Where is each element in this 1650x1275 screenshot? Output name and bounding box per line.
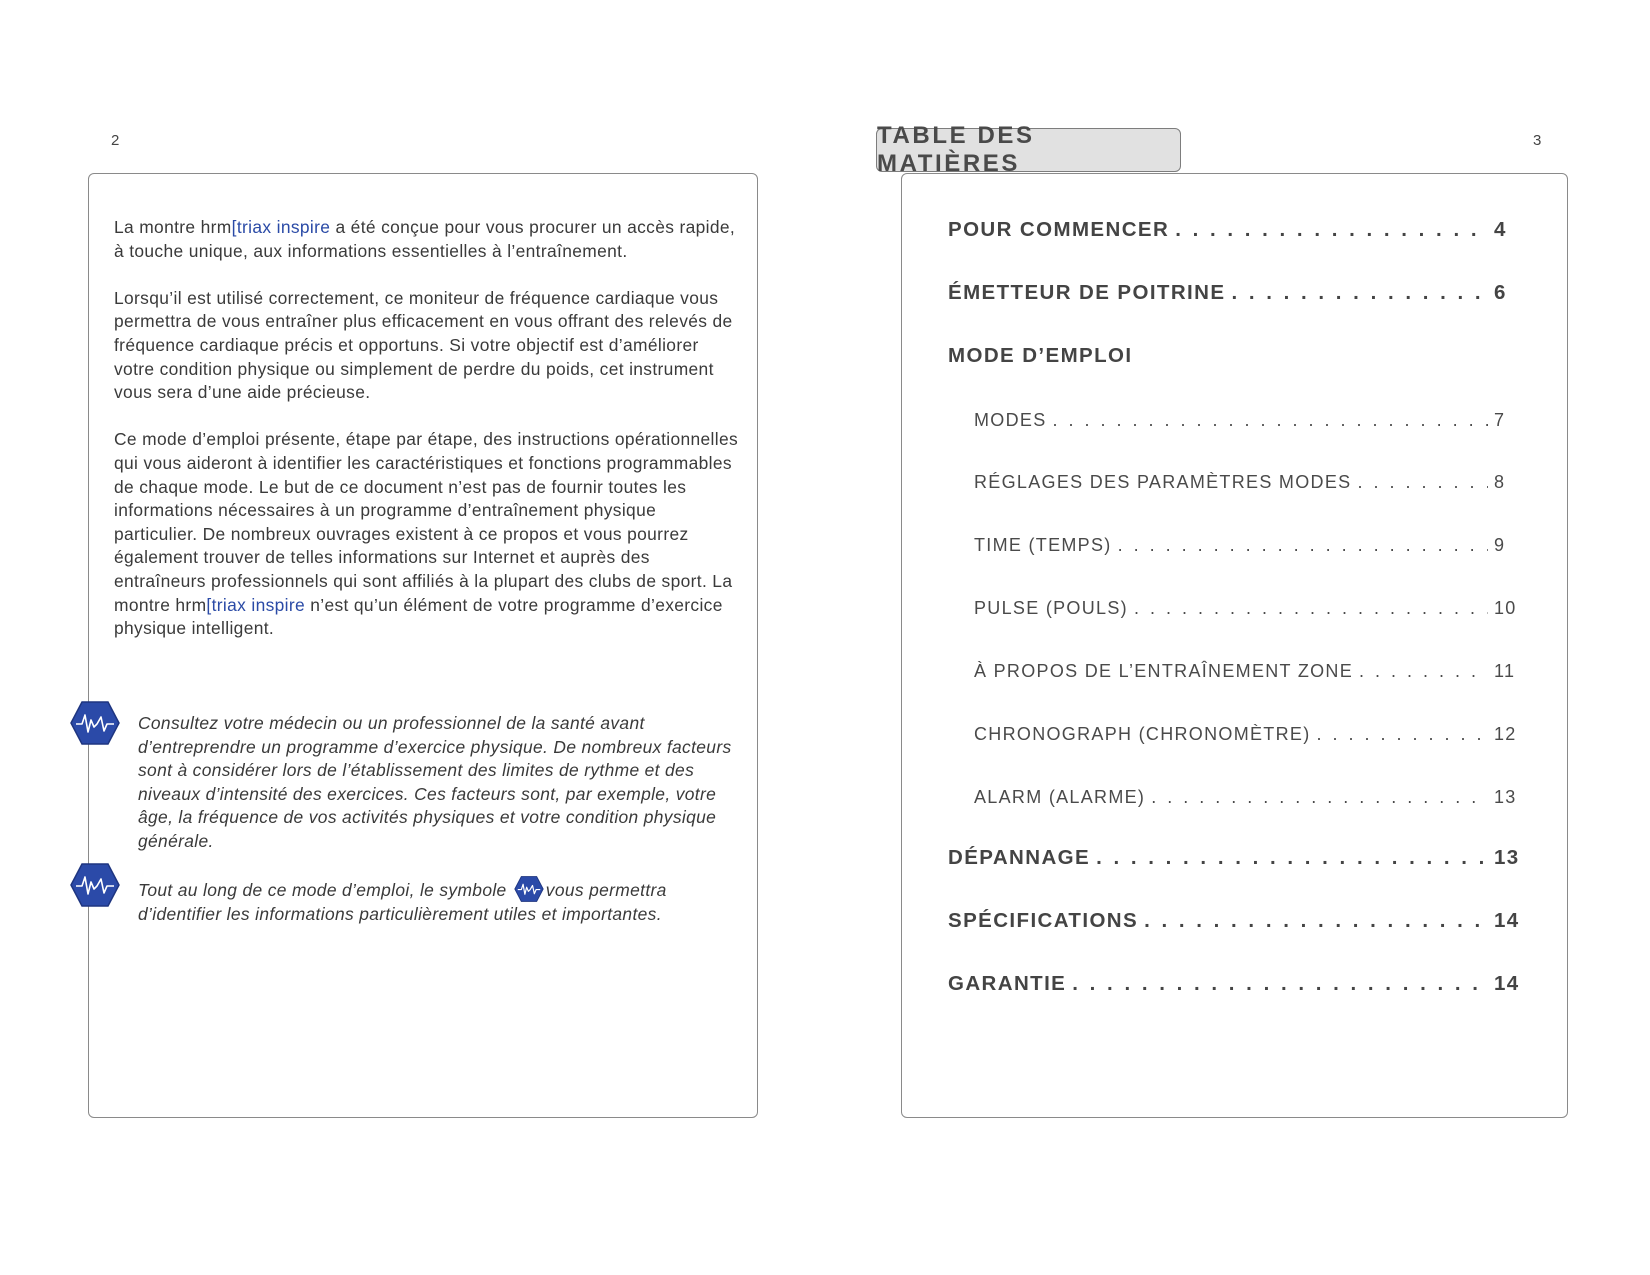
toc-entry-label: MODES bbox=[974, 410, 1047, 430]
toc-leader-dots bbox=[1144, 909, 1488, 933]
toc-entry-page: 6 bbox=[1494, 281, 1507, 304]
toc-entry[interactable] bbox=[948, 909, 1520, 933]
toc-entry-label: GARANTIE bbox=[948, 972, 1067, 995]
toc-entry-page: 13 bbox=[1494, 846, 1520, 869]
toc-entry[interactable] bbox=[948, 972, 1520, 996]
toc-entry-page: 13 bbox=[1494, 787, 1517, 807]
toc-entry-label: SPÉCIFICATIONS bbox=[948, 909, 1139, 932]
toc-entry[interactable] bbox=[948, 218, 1520, 242]
toc-sub-entry[interactable] bbox=[974, 598, 1520, 619]
toc-entry-label: ÉMETTEUR DE POITRINE bbox=[948, 281, 1226, 304]
toc-leader-dots bbox=[1134, 598, 1488, 619]
toc-entry-label: ALARM (ALARME) bbox=[974, 787, 1146, 807]
page-number-left: 2 bbox=[111, 132, 120, 149]
heartbeat-hexagon-icon bbox=[70, 701, 120, 745]
heartbeat-hexagon-icon bbox=[70, 863, 120, 907]
toc-leader-dots bbox=[1357, 472, 1488, 493]
intro-paragraph-3 bbox=[114, 428, 742, 640]
toc-sub-entry[interactable] bbox=[974, 661, 1520, 682]
toc-entry-page: 9 bbox=[1494, 535, 1506, 555]
toc-entry-page: 14 bbox=[1494, 909, 1520, 932]
toc-entry-page: 11 bbox=[1494, 661, 1516, 681]
toc-leader-dots bbox=[1317, 724, 1489, 745]
medical-warning-note: Consultez votre médecin ou un professionnel de la santé avant d’entreprendre un programme d’exercice physique. De nombreux facteurs sont à considérer lors de l’établissement des limites de rythme et des niveaux d’intensité des exercices. Ces facteurs sont, par exemple, votre âge, la fréquence de vos activités physiques et votre condition physique générale. bbox=[138, 713, 732, 851]
toc-entry-label: POUR COMMENCER bbox=[948, 218, 1170, 241]
note-text: vous permettra d’identifier les informations particulièrement utiles et importantes. bbox=[138, 880, 667, 924]
toc-entry-page: 8 bbox=[1494, 472, 1506, 492]
toc-leader-dots bbox=[1175, 218, 1488, 242]
toc-entry-page: 7 bbox=[1494, 410, 1506, 430]
intro-text bbox=[114, 216, 742, 664]
paragraph-text: La montre hrm bbox=[114, 217, 232, 237]
toc-entry-label: CHRONOGRAPH (CHRONOMÈTRE) bbox=[974, 724, 1311, 744]
toc-sub-entry[interactable] bbox=[974, 724, 1520, 745]
toc-entry-label: TIME (TEMPS) bbox=[974, 535, 1112, 555]
toc-entry-label: PULSE (POULS) bbox=[974, 598, 1128, 618]
heartbeat-hexagon-icon bbox=[514, 876, 544, 902]
toc-leader-dots bbox=[1151, 787, 1488, 808]
toc-leader-dots bbox=[1072, 972, 1488, 996]
toc-entry-label: RÉGLAGES DES PARAMÈTRES MODES bbox=[974, 472, 1352, 492]
toc-entry-label: À PROPOS DE L’ENTRAÎNEMENT ZONE bbox=[974, 661, 1354, 681]
toc-leader-dots bbox=[1053, 410, 1488, 431]
toc-leader-dots bbox=[1231, 281, 1488, 305]
toc-section-heading: MODE D’EMPLOI bbox=[948, 344, 1133, 367]
toc-entry-page: 14 bbox=[1494, 972, 1520, 995]
toc-entry-label: DÉPANNAGE bbox=[948, 846, 1091, 869]
intro-paragraph-1 bbox=[114, 216, 742, 263]
toc-entry-page: 4 bbox=[1494, 218, 1507, 241]
paragraph-text: n’est qu’un élément de votre programme d’exercice physique intelligent. bbox=[114, 594, 723, 639]
toc-sub-entry[interactable] bbox=[974, 787, 1520, 808]
toc-leader-dots bbox=[1096, 846, 1488, 870]
toc-entry[interactable] bbox=[948, 281, 1520, 305]
toc-entry[interactable] bbox=[948, 846, 1520, 870]
page-number-right: 3 bbox=[1533, 132, 1542, 149]
symbol-explanation-note bbox=[138, 876, 748, 926]
toc-sub-entry[interactable] bbox=[974, 410, 1520, 431]
toc-leader-dots bbox=[1359, 661, 1488, 682]
toc-title-box bbox=[876, 122, 1181, 177]
toc-entry-page: 12 bbox=[1494, 724, 1517, 744]
toc-sub-entry[interactable] bbox=[974, 472, 1520, 493]
intro-paragraph-2: Lorsqu’il est utilisé correctement, ce moniteur de fréquence cardiaque vous permettra de vous entraîner plus efficacement en vous offrant des relevés de fréquence cardiaque précis et opportuns. Si votre objectif est d’améliorer votre condition physique ou simplement de perdre du poids, cet instrument vous sera d’une aide précieuse. bbox=[114, 287, 733, 403]
note-text: Tout au long de ce mode d’emploi, le symbole bbox=[138, 880, 507, 900]
brand-name: [triax inspire bbox=[231, 217, 331, 237]
brand-name: [triax inspire bbox=[206, 594, 306, 615]
paragraph-text: Ce mode d’emploi présente, étape par étape, des instructions opérationnelles qui vous aideront à identifier les caractéristiques et fonctions programmables de chaque mode. Le but de ce document n’est pas de fournir toutes les informations nécessaires à un programme d’entraînement physique particulier. De nombreux ouvrages existent à ce propos et vous pourrez également trouver de telles informations sur Internet et auprès des entraîneurs professionnels qui sont affiliés à la plupart des clubs de sport. La montre hrm bbox=[114, 429, 739, 615]
paragraph-text: a été conçue pour vous procurer un accès rapide, à touche unique, aux informations essentielles à l’entraînement. bbox=[114, 217, 736, 261]
toc-entry-page: 10 bbox=[1494, 598, 1517, 618]
toc-sub-entry[interactable] bbox=[974, 535, 1520, 556]
toc-title: TABLE DES MATIÈRES bbox=[877, 122, 1035, 177]
toc-leader-dots bbox=[1118, 535, 1488, 556]
